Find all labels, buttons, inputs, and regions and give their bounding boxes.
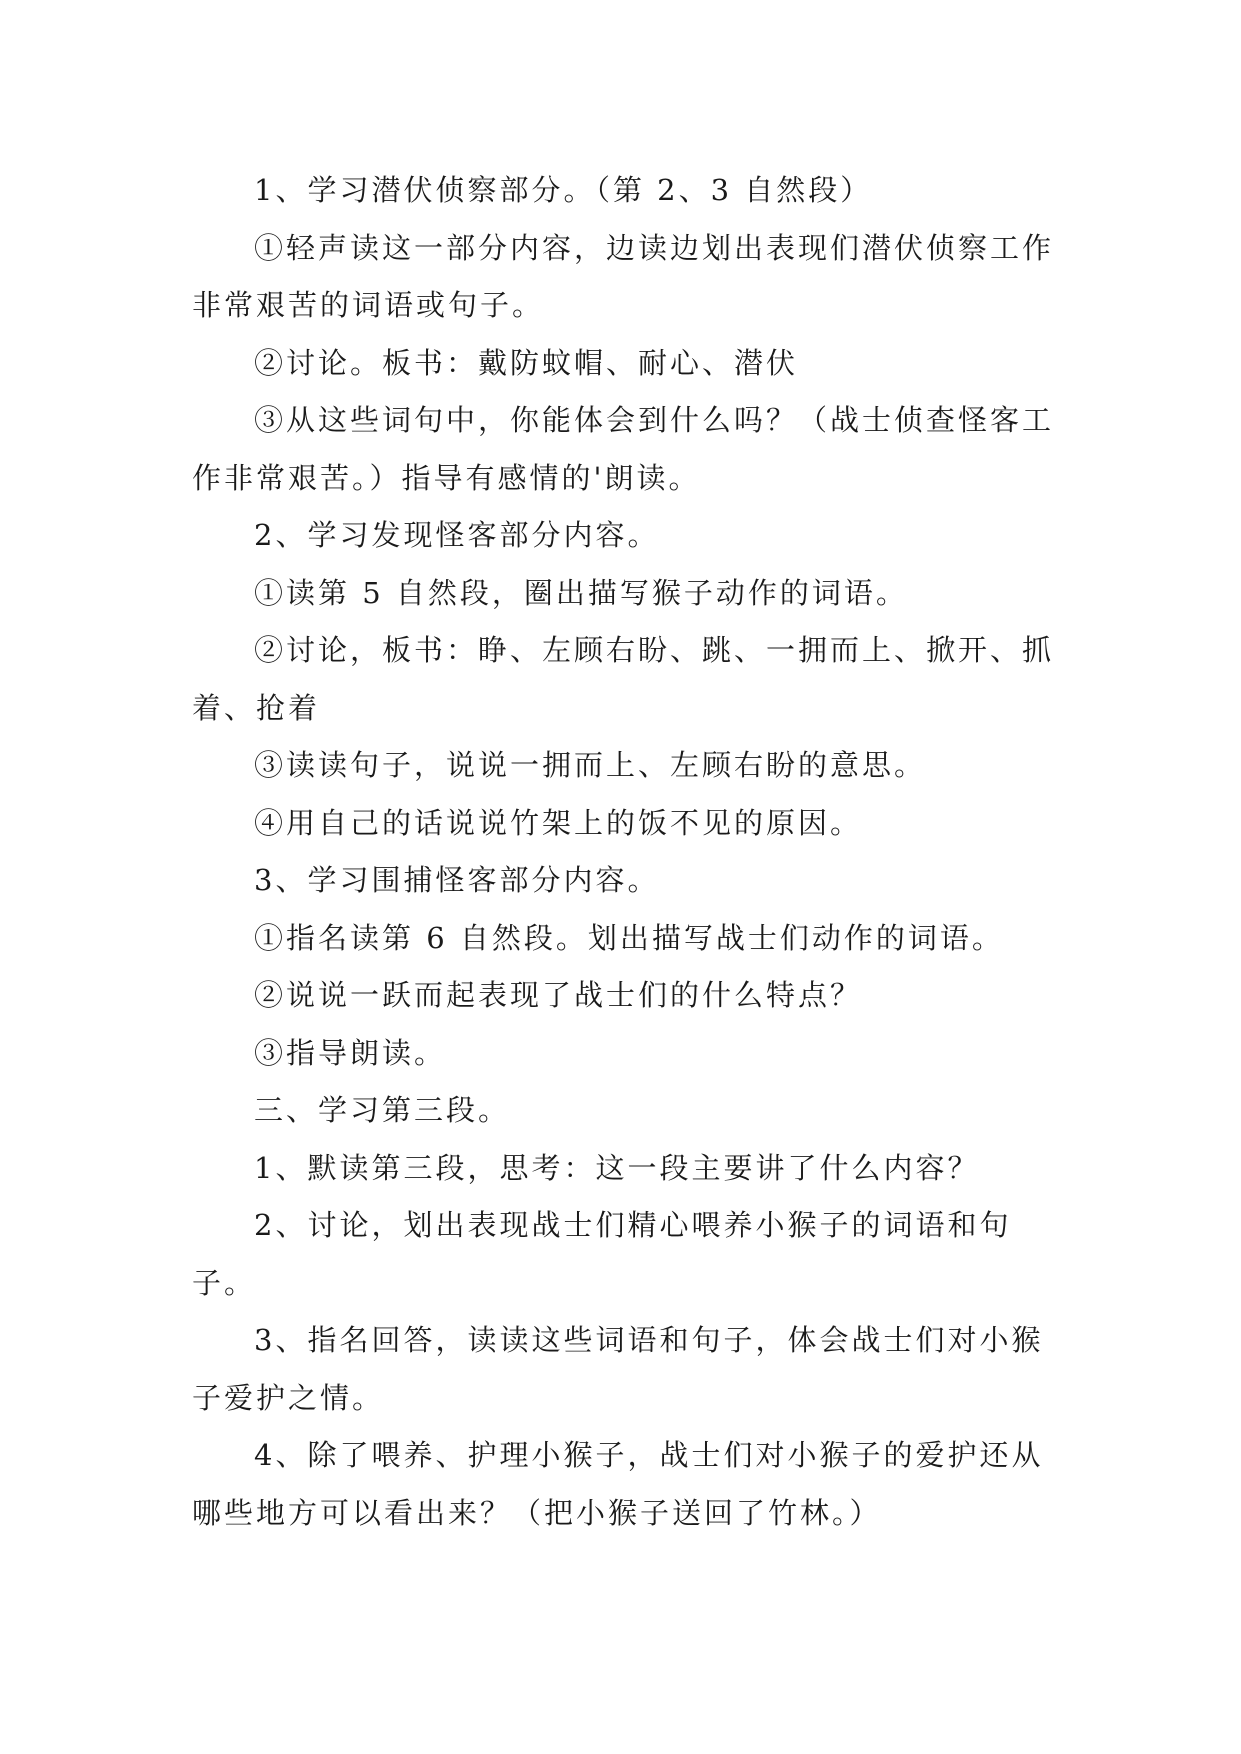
paragraph-2: ①轻声读这一部分内容，边读边划出表现们潜伏侦察工作非常艰苦的词语或句子。 — [192, 230, 1055, 322]
paragraph-17: 3、指名回答，读读这些词语和句子，体会战士们对小猴子爱护之情。 — [192, 1323, 1044, 1415]
paragraph-4: ③从这些词句中，你能体会到什么吗？（战士侦查怪客工作非常艰苦。）指导有感情的'朗读。 — [192, 403, 1055, 495]
paragraph-9: ④用自己的话说说竹架上的饭不见的原因。 — [254, 805, 863, 840]
paragraph-7: ②讨论，板书：睁、左顾右盼、跳、一拥而上、掀开、抓着、抢着 — [192, 633, 1055, 725]
paragraph-15: 1、默读第三段，思考：这一段主要讲了什么内容？ — [254, 1150, 980, 1185]
paragraph-18: 4、除了喂养、护理小猴子，战士们对小猴子的爱护还从哪些地方可以看出来？（把小猴子送回了竹林。） — [192, 1438, 1044, 1530]
paragraph-6: ①读第 5 自然段，圈出描写猴子动作的词语。 — [254, 575, 908, 610]
paragraph-11: ①指名读第 6 自然段。划出描写战士们动作的词语。 — [254, 920, 1004, 955]
paragraph-16: 2、讨论，划出表现战士们精心喂养小猴子的词语和句子。 — [192, 1208, 1012, 1300]
paragraph-10: 3、学习围捕怪客部分内容。 — [254, 863, 660, 897]
paragraph-12: ②说说一跃而起表现了战士们的什么特点？ — [254, 978, 863, 1012]
paragraph-3: ②讨论。板书：戴防蚊帽、耐心、潜伏 — [254, 345, 799, 380]
paragraph-1: 1、学习潜伏侦察部分。（第 2、3 自然段） — [254, 173, 873, 207]
paragraph-8: ③读读句子，说说一拥而上、左顾右盼的意思。 — [254, 748, 927, 782]
document-body — [192, 162, 1072, 1542]
paragraph-14: 三、学习第三段。 — [254, 1093, 511, 1127]
paragraph-5: 2、学习发现怪客部分内容。 — [254, 518, 660, 552]
paragraph-13: ③指导朗读。 — [254, 1035, 447, 1070]
